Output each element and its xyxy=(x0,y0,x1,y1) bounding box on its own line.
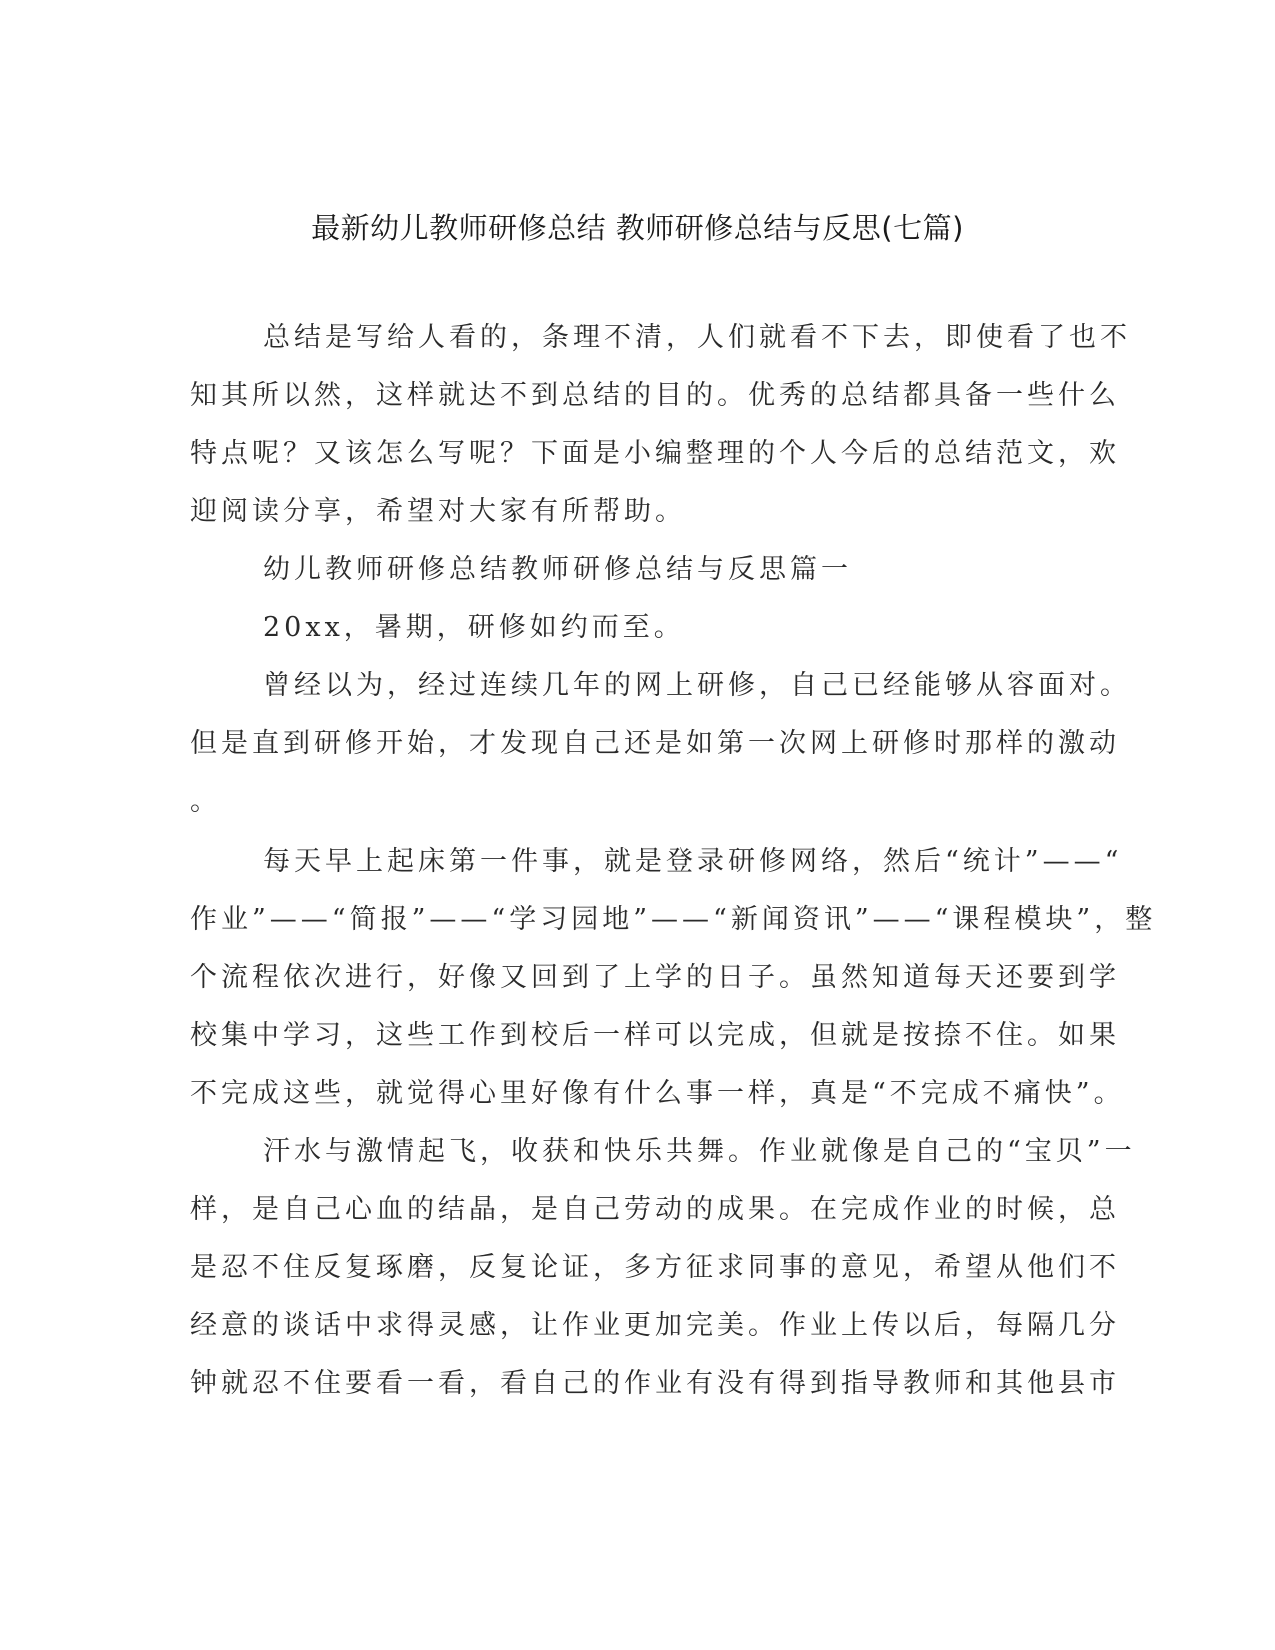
paragraph-line: 经意的谈话中求得灵感，让作业更加完美。作业上传以后，每隔几分 xyxy=(190,1310,1120,1341)
paragraph-line: 特点呢？又该怎么写呢？下面是小编整理的个人今后的总结范文，欢 xyxy=(190,438,1120,469)
paragraph-line: 钟就忍不住要看一看，看自己的作业有没有得到指导教师和其他县市 xyxy=(190,1368,1120,1399)
paragraph-line: 曾经以为，经过连续几年的网上研修，自己已经能够从容面对。 xyxy=(263,670,1131,701)
section-heading: 幼儿教师研修总结教师研修总结与反思篇一 xyxy=(263,554,852,585)
paragraph-line: 作业”——“简报”——“学习园地”——“新闻资讯”——“课程模块”，整 xyxy=(190,904,1157,935)
paragraph-line: 知其所以然，这样就达不到总结的目的。优秀的总结都具备一些什么 xyxy=(190,380,1120,411)
paragraph-line: 是忍不住反复琢磨，反复论证，多方征求同事的意见，希望从他们不 xyxy=(190,1252,1120,1283)
paragraph-line: 个流程依次进行，好像又回到了上学的日子。虽然知道每天还要到学 xyxy=(190,962,1120,993)
paragraph-line: 总结是写给人看的，条理不清，人们就看不下去，即使看了也不 xyxy=(263,322,1131,353)
paragraph-line: 不完成这些，就觉得心里好像有什么事一样，真是“不完成不痛快”。 xyxy=(190,1078,1125,1109)
paragraph-line: 但是直到研修开始，才发现自己还是如第一次网上研修时那样的激动 xyxy=(190,728,1120,759)
paragraph-line: 汗水与激情起飞，收获和快乐共舞。作业就像是自己的“宝贝”一 xyxy=(263,1136,1136,1167)
paragraph-line: 。 xyxy=(190,786,221,817)
paragraph-line: 迎阅读分享，希望对大家有所帮助。 xyxy=(190,496,686,527)
paragraph-line: 校集中学习，这些工作到校后一样可以完成，但就是按捺不住。如果 xyxy=(190,1020,1120,1051)
document-title: 最新幼儿教师研修总结 教师研修总结与反思(七篇) xyxy=(311,211,964,245)
paragraph-line: 20xx，暑期，研修如约而至。 xyxy=(263,612,685,643)
paragraph-line: 每天早上起床第一件事，就是登录研修网络，然后“统计”——“ xyxy=(263,846,1123,877)
paragraph-line: 样，是自己心血的结晶，是自己劳动的成果。在完成作业的时候，总 xyxy=(190,1194,1120,1225)
